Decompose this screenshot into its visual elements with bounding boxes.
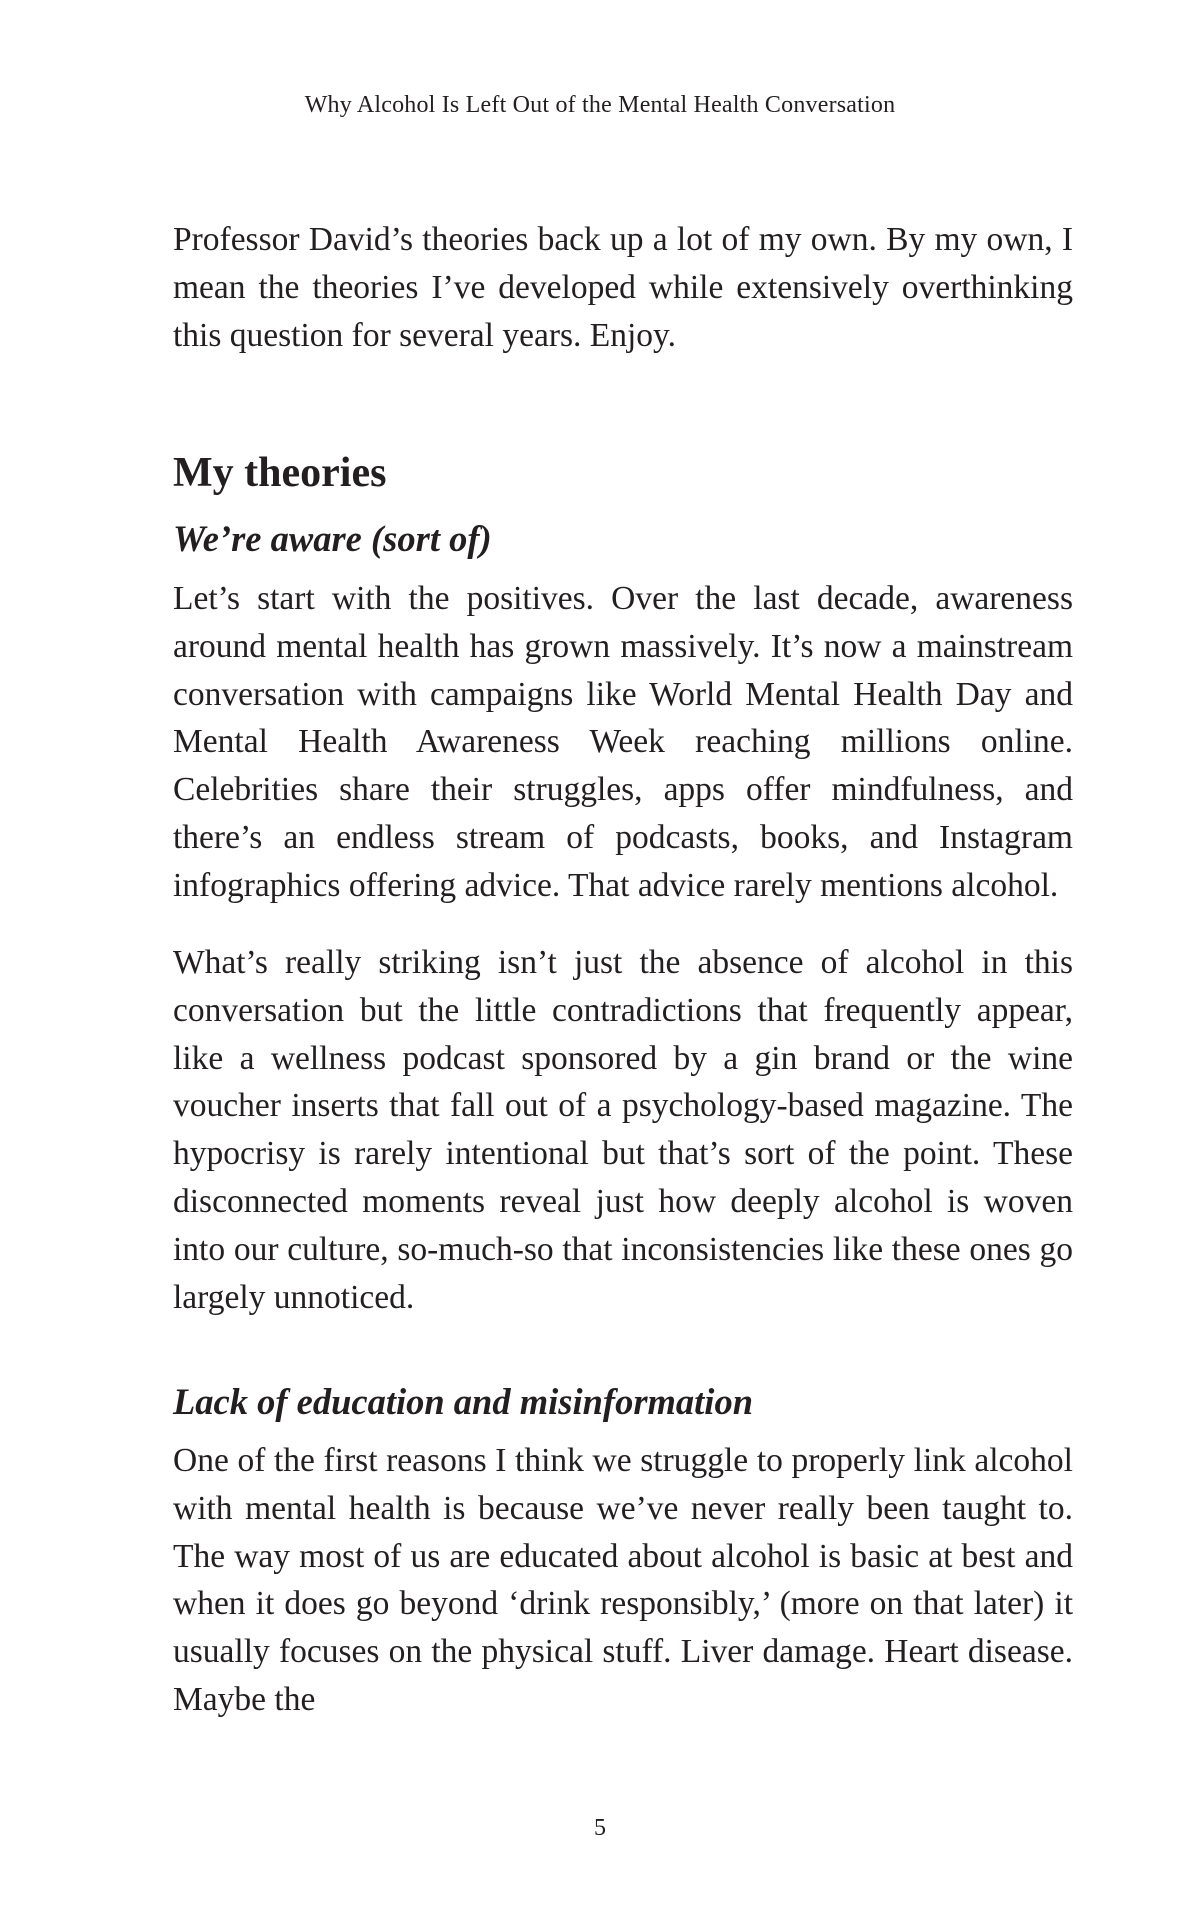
body-paragraph-1: Let’s start with the positives. Over the last decade, awareness around mental health has grown massively. It’s now a mainstream conversation with campaigns like World Mental Health Day and Mental Health Awareness Week reaching millions online. Celebrities share their struggles, apps offer mindfulness, and there’s an endless stream of podcasts, books, and Instagram infographics offering advice. That advice rarely mentions alcohol. [173,580,1073,904]
section-heading: My theories [173,450,387,496]
intro-paragraph: Professor David’s theories back up a lot of my own. By my own, I mean the theories I’ve developed while extensively overthinking this question for several years. Enjoy. [173,221,1073,354]
subsection-heading-2: Lack of education and misinformation [173,1381,753,1422]
body-paragraph-2: What’s really striking isn’t just the absence of alcohol in this conversation but the little contradictions that frequently appear, like a wellness podcast sponsored by a gin brand or the wine voucher inserts that fall out of a psychology-based magazine. The hypocrisy is rarely intentional but that’s sort of the point. These disconnected moments reveal just how deeply alcohol is woven into our culture, so-much-so that inconsistencies like these ones go largely unnoticed. [173,944,1073,1316]
running-head: Why Alcohol Is Left Out of the Mental Health Conversation [304,92,896,118]
page-number: 5 [594,1815,606,1841]
body-paragraph-3: One of the first reasons I think we struggle to properly link alcohol with mental health is because we’ve never really been taught to. The way most of us are educated about alcohol is basic at best and when it does go beyond ‘drink responsibly,’ (more on that later) it usually focuses on the physical stuff. Liver damage. Heart disease. Maybe the [173,1442,1073,1718]
subsection-heading-1: We’re aware (sort of) [173,518,492,559]
